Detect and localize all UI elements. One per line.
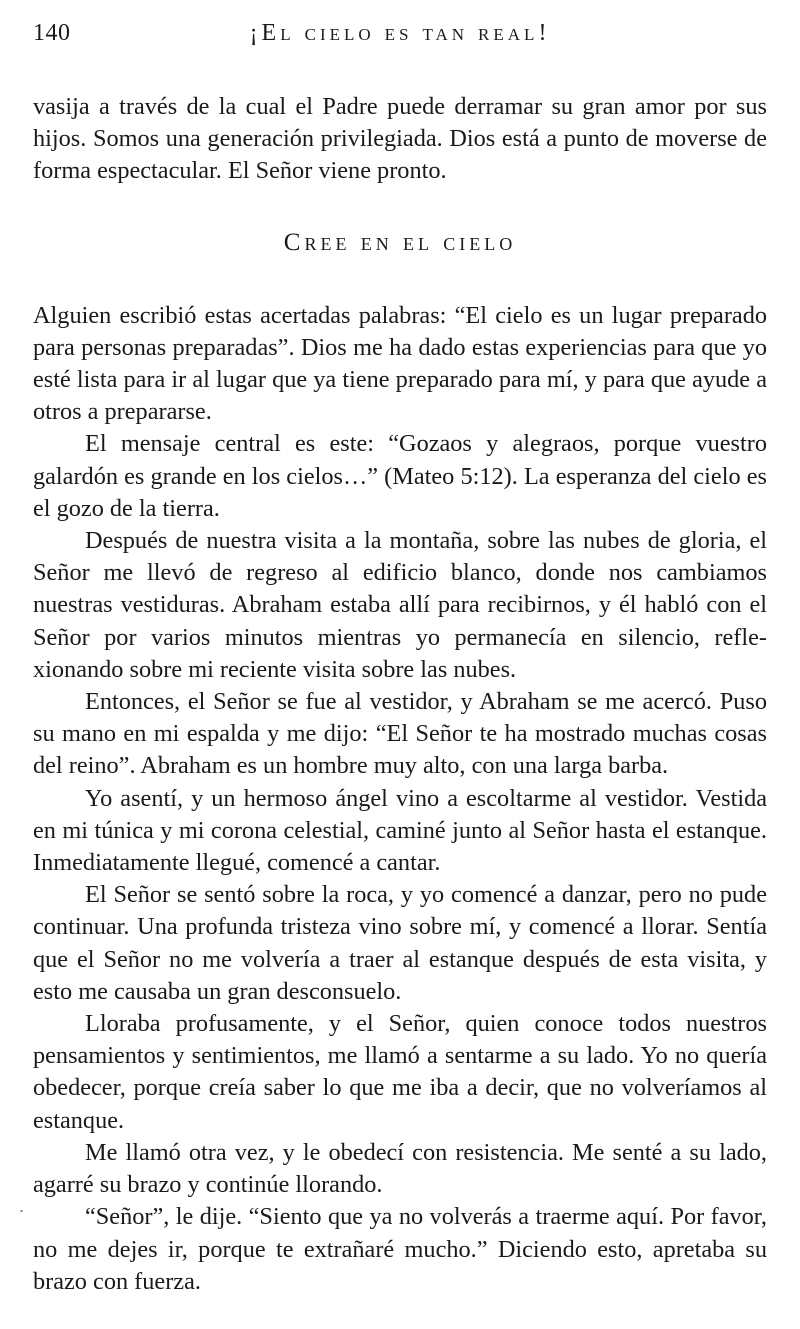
page-header <box>33 20 767 52</box>
paragraph: El mensaje central es este: “Gozaos y alegraos, porque vuestro galardón es grande en los cielos…” (Mateo 5:12). La esperanza del cielo es el gozo de la tierra. <box>33 430 767 522</box>
paragraph: Lloraba profusamente, y el Señor, quien conoce todos nuestros pensamientos y sentimientos, me llamó a sentarme a su lado. Yo no quería obedecer, porque creía saber lo que me iba a decir, que no volveríamos al estanque. <box>33 1010 767 1134</box>
page-number: 140 <box>33 20 71 46</box>
paragraph: Entonces, el Señor se fue al vestidor, y Abraham se me acercó. Puso su mano en mi espalda y me dijo: “El Señor te ha mostrado muchas cosas del reino”. Abraham es un hombre muy alto, con una larga barba. <box>33 688 767 780</box>
paragraph: El Señor se sentó sobre la roca, y yo comencé a danzar, pero no pude continuar. Una profunda tristeza vino sobre mí, y comencé a llorar. Sentía que el Señor no me volvería a traer al estanque después de esta visita, y esto me causaba un gran desconsuelo. <box>33 881 767 1005</box>
paragraph: Alguien escribió estas acertadas palabras: “El cielo es un lugar preparado para personas preparadas”. Dios me ha dado estas experiencias para que yo esté lista para ir al lugar que ya tiene preparado para mí, y para que ayude a otros a prepararse. <box>33 301 767 426</box>
body-text <box>33 91 767 1298</box>
paragraph: “Señor”, le dije. “Siento que ya no volverás a traerme aquí. Por favor, no me dejes ir, porque te extrañaré mucho.” Diciendo esto, apretaba su brazo con fuerza. <box>33 1203 767 1295</box>
running-title: ¡El cielo es tan real! <box>249 20 551 46</box>
paragraph: Después de nuestra visita a la montaña, sobre las nubes de gloria, el Señor me llevó de regreso al edificio blanco, donde nos cambiamos nuestras vestiduras. Abraham estaba allí para recibirnos, y él habló con el Señor por varios minutos mientras yo permanecía en silencio, reflexionando sobre mi reciente visita sobre las nubes. <box>33 527 767 683</box>
scan-speck <box>20 1210 23 1212</box>
section-heading: Cree en el cielo <box>283 228 517 256</box>
paragraph: Me llamó otra vez, y le obedecí con resistencia. Me senté a su lado, agarré su brazo y continúe llorando. <box>33 1138 767 1199</box>
paragraph: Yo asentí, y un hermoso ángel vino a escoltarme al vestidor. Vestida en mi túnica y mi corona celestial, caminé junto al Señor hasta el estanque. Inmediatamente llegué, comencé a cantar. <box>33 784 767 877</box>
paragraph: vasija a través de la cual el Padre puede derramar su gran amor por sus hijos. Somos una generación privilegiada. Dios está a punto de moverse de forma espectacular. El Señor viene pronto. <box>33 93 767 185</box>
